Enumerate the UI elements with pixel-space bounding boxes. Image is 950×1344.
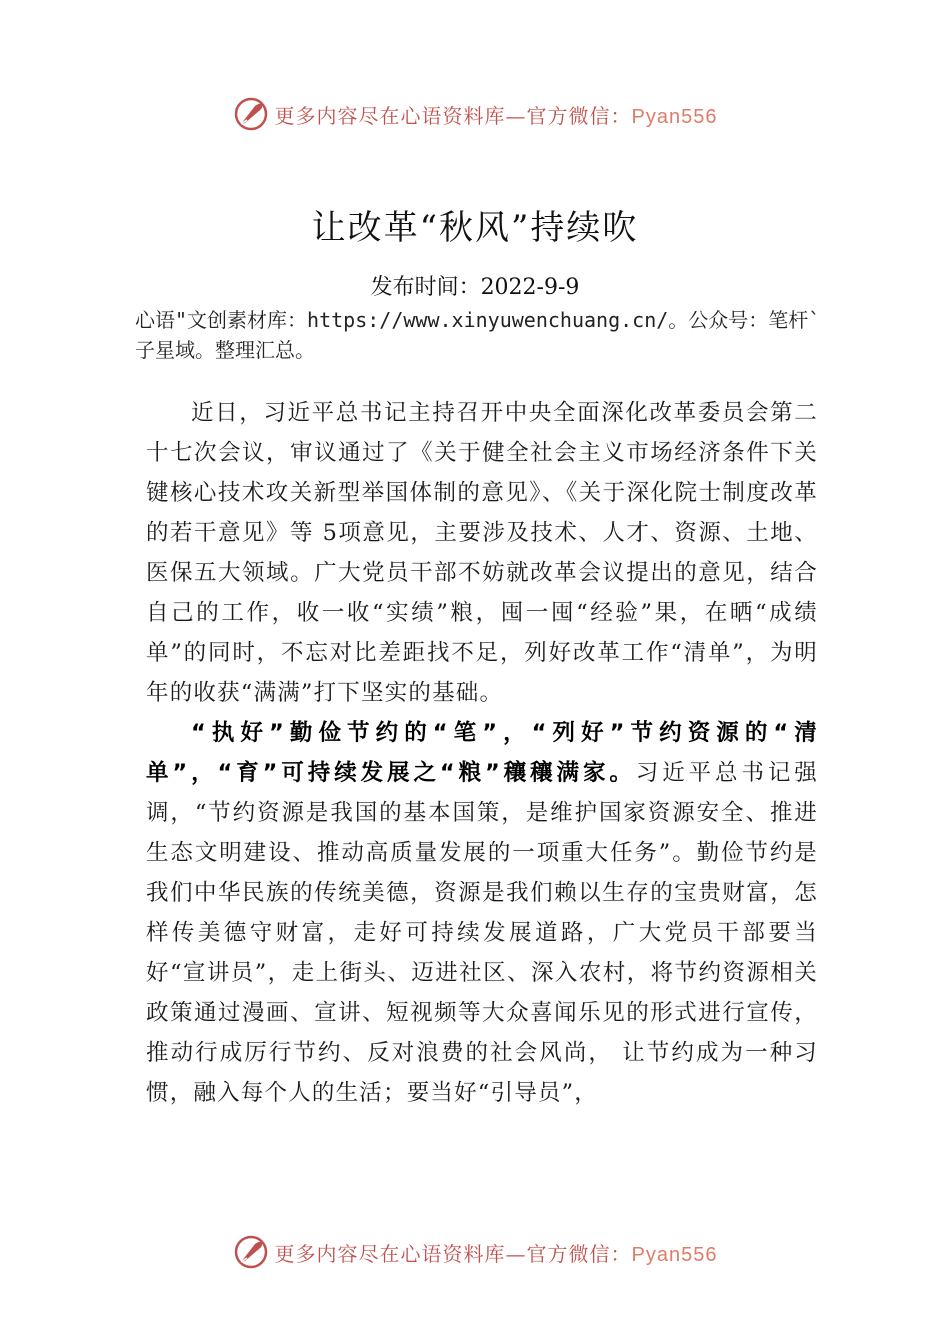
header-watermark bbox=[0, 94, 950, 134]
watermark-wechat-id: Pyan556 bbox=[631, 1243, 718, 1266]
watermark-text: 更多内容尽在心语资料库—官方微信：Pyan556 bbox=[274, 103, 718, 128]
paragraph-2-body: 习近平总书记强调，“节约资源是我国的基本国策，是维护国家资源安全、推进生态文明建设、推动高质量发展的一项重大任务”。勤俭节约是我们中华民族的传统美德，资源是我们赖以生存的宝贵财富，怎样传美德守财富，走好可持续发展道路，广大党员干部要当好“宣讲员”，走上街头、迈进社区、深入农村，将节约资源相关政策通过漫画、宣讲、短视频等大众喜闻乐见的形式进行宣传，推动行成厉行节约、反对浪费的社会风尚， 让节约成为一种习惯，融入每个人的生活；要当好“引导员”， bbox=[146, 760, 818, 1106]
footer-watermark bbox=[0, 1232, 950, 1272]
paragraph-2-lead: “执好”勤俭节约的“笔”，“列好”节约资源的“清单”，“育”可持续发展之“粮”穰穰满家。 bbox=[146, 720, 818, 786]
watermark-wechat-id: Pyan556 bbox=[631, 105, 718, 128]
document-title: 让改革“秋风”持续吹 bbox=[311, 208, 639, 248]
quill-pen-icon bbox=[233, 96, 269, 132]
publish-date: 发布时间：2022-9-9 bbox=[370, 275, 580, 300]
watermark-text: 更多内容尽在心语资料库—官方微信：Pyan556 bbox=[274, 1241, 718, 1266]
source-note: 心语"文创素材库：https://www.xinyuwenchuang.cn/。公众号：笔杆`子星域。整理汇总。 bbox=[135, 308, 821, 362]
paragraph-2 bbox=[146, 713, 818, 1113]
article-body bbox=[146, 393, 818, 1113]
paragraph-1: 近日，习近平总书记主持召开中央全面深化改革委员会第二十七次会议，审议通过了《关于健全社会主义市场经济条件下关键核心技术攻关新型举国体制的意见》、《关于深化院士制度改革的若干意见》等 5项意见，主要涉及技术、人才、资源、土地、医保五大领域。广大党员干部不妨就改革会议提出的意见，结合自己的工作，收一收“实绩”粮，囤一囤“经验”果，在晒“成绩单”的同时，不忘对比差距找不足，列好改革工作“清单”，为明年的收获“满满”打下坚实的基础。 bbox=[146, 400, 818, 706]
quill-pen-icon bbox=[233, 1234, 269, 1270]
